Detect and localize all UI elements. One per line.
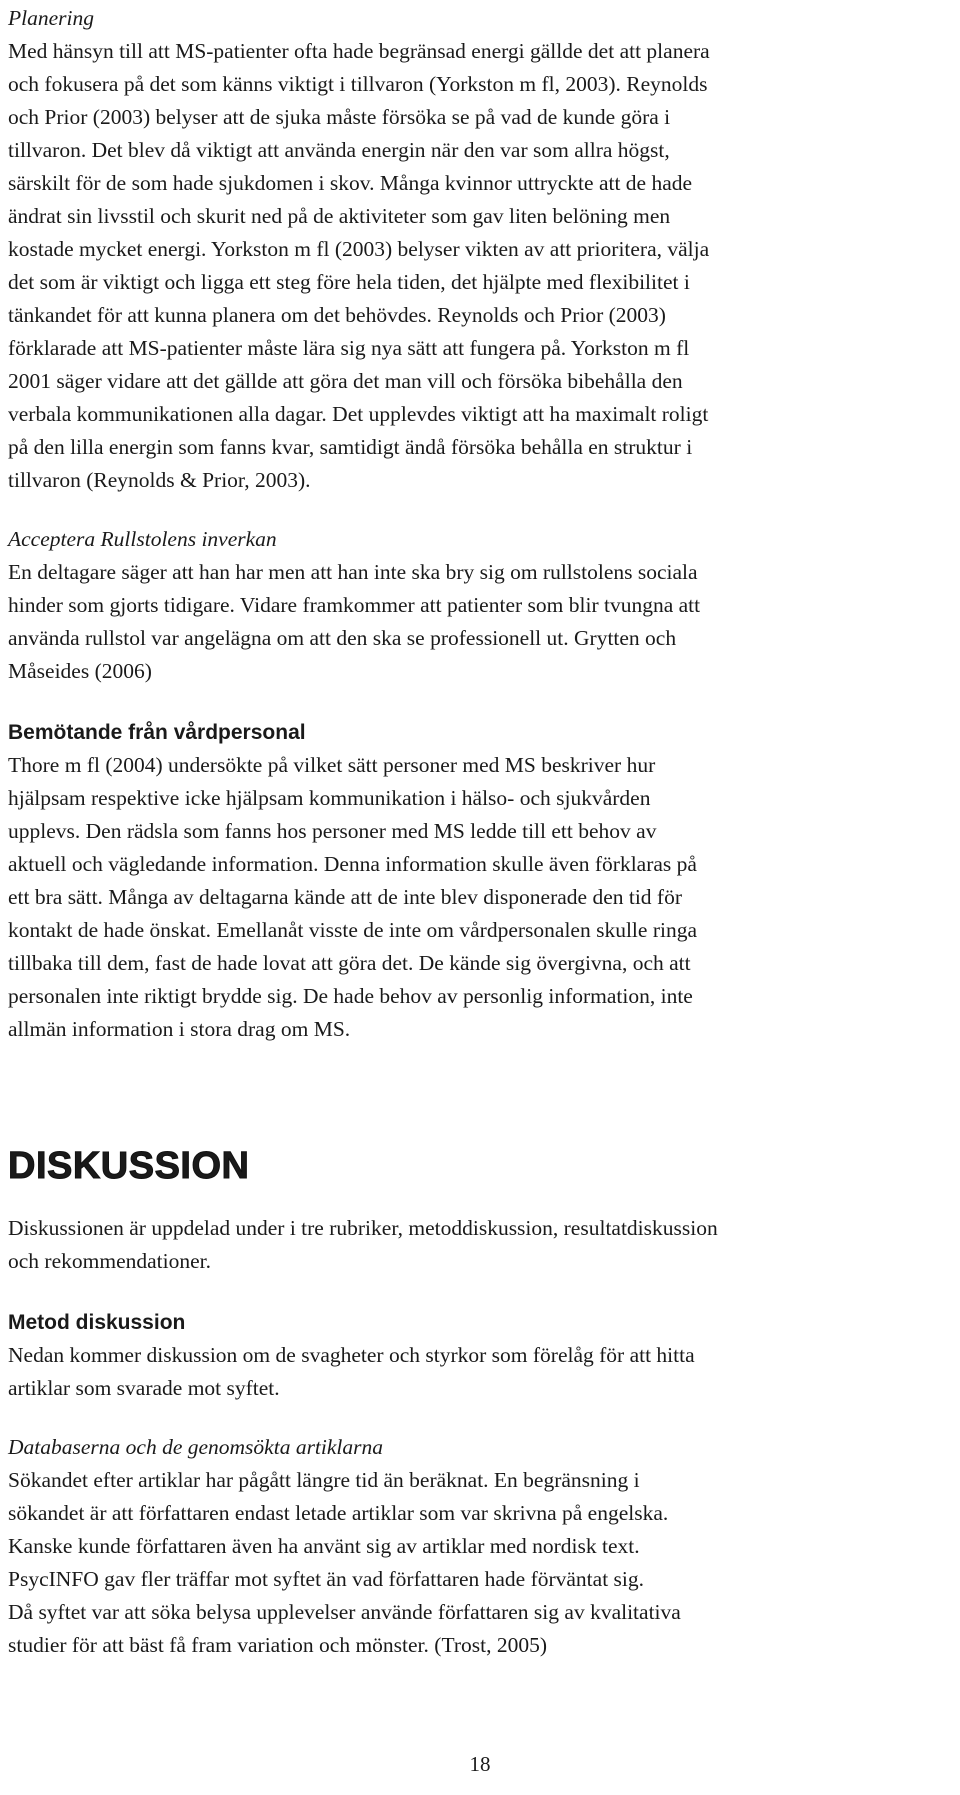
heading-databaserna: Databaserna och de genomsökta artiklarna	[8, 1435, 384, 1459]
paragraph-acceptera-rullstolens-inverkan: En deltagare säger att han har men att han inte ska bry sig om rullstolens sociala hinder som gjorts tidigare. Vidare framkommer att patienter som blir tvungna att använda rullstol var angelägna om att den ska se professionell ut. Grytten och Måseides (2006)	[8, 560, 701, 683]
paragraph-diskussion: Diskussionen är uppdelad under i tre rubriker, metoddiskussion, resultatdiskussion och rekommendationer.	[8, 1216, 718, 1273]
heading-metod-diskussion: Metod diskussion	[8, 1311, 186, 1334]
heading-bemotande-fran-vardpersonal: Bemötande från vårdpersonal	[8, 721, 306, 744]
heading-planering: Planering	[8, 6, 94, 30]
page-number: 18	[469, 1752, 491, 1776]
paragraph-planering: Med hänsyn till att MS-patienter ofta hade begränsad energi gällde det att planera och fokusera på det som känns viktigt i tillvaron (Yorkston m fl, 2003). Reynolds och Prior (2003) belyser att de sjuka måste försöka se på vad de kunde göra i tillvaron. Det blev då viktigt att använda energin när den var som allra högst, särskilt för de som hade sjukdomen i skov. Många kvinnor uttryckte att de hade ändrat sin livsstil och skurit ned på de aktiviteter som gav liten belöning men kostade mycket energi. Yorkston m fl (2003) belyser vikten av att prioritera, välja det som är viktigt och ligga ett steg före hela tiden, det hjälpte med flexibilitet i tänkandet för att kunna planera om det behövdes. Reynolds och Prior (2003) förklarade att MS-patienter måste lära sig nya sätt att fungera på. Yorkston m fl 2001 säger vidare att det gällde att göra det man vill och försöka bibehålla den verbala kommunikationen alla dagar. Det upplevdes viktigt att ha maximalt roligt på den lilla energin som fanns kvar, samtidigt ändå försöka behålla en struktur i tillvaron (Reynolds & Prior, 2003).	[8, 39, 710, 492]
paragraph-bemotande-fran-vardpersonal: Thore m fl (2004) undersökte på vilket sätt personer med MS beskriver hur hjälpsam respektive icke hjälpsam kommunikation i hälso- och sjukvården upplevs. Den rädsla som fanns hos personer med MS ledde till ett behov av aktuell och vägledande information. Denna information skulle även förklaras på ett bra sätt. Många av deltagarna kände att de inte blev disponerade den tid för kontakt de hade önskat. Emellanåt visste de inte om vårdpersonalen skulle ringa tillbaka till dem, fast de hade lovat att göra det. De kände sig övergivna, och att personalen inte riktigt brydde sig. De hade behov av personlig information, inte allmän information i stora drag om MS.	[8, 753, 697, 1041]
paragraph-databaserna: Sökandet efter artiklar har pågått längre tid än beräknat. En begränsning i sökandet är att författaren endast letade artiklar som var skrivna på engelska. Kanske kunde författaren även ha använt sig av artiklar med nordisk text. PsycINFO gav fler träffar mot syftet än vad författaren hade förväntat sig. Då syftet var att söka belysa upplevelser använde författaren sig av kvalitativa studier för att bäst få fram variation och mönster. (Trost, 2005)	[8, 1468, 681, 1657]
heading-diskussion: DISKUSSION	[8, 1145, 250, 1187]
paragraph-metod-diskussion: Nedan kommer diskussion om de svagheter och styrkor som förelåg för att hitta artiklar som svarade mot syftet.	[8, 1343, 695, 1400]
heading-acceptera-rullstolens-inverkan: Acceptera Rullstolens inverkan	[8, 527, 277, 551]
